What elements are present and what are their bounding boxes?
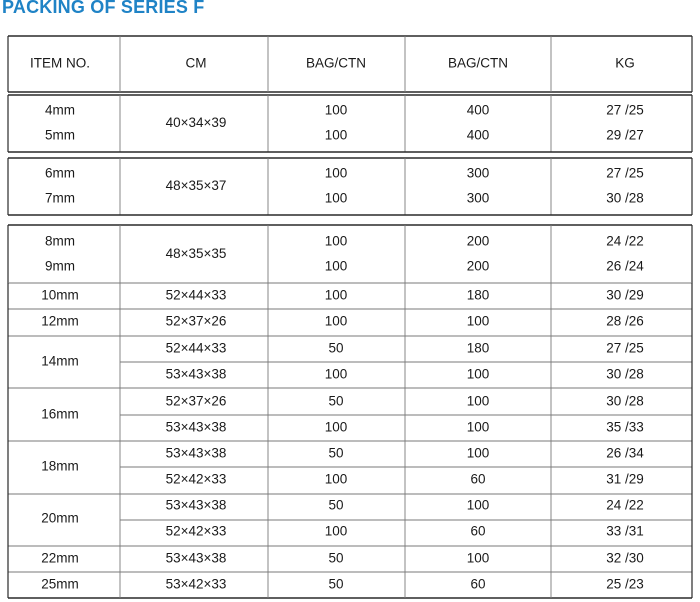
item-cell: 4mm xyxy=(45,102,75,118)
bag-ctn-cell: 100 xyxy=(466,497,490,513)
bag-ctn-cell: 100 xyxy=(324,313,348,329)
cm-cell: 52×42×33 xyxy=(165,471,227,487)
bag-ctn-cell: 50 xyxy=(328,550,344,566)
header-cell: BAG/CTN xyxy=(305,55,367,71)
bag-ctn-cell: 50 xyxy=(328,497,344,513)
bag-ctn-cell: 300 xyxy=(466,165,490,181)
kg-cell: 28 /26 xyxy=(606,313,644,329)
kg-cell: 30 /29 xyxy=(606,287,644,303)
item-cell: 20mm xyxy=(41,510,79,526)
bag-ctn-cell: 100 xyxy=(324,366,348,382)
kg-cell: 33 /31 xyxy=(606,523,644,539)
item-cell: 18mm xyxy=(41,458,79,474)
cm-cell: 53×43×38 xyxy=(165,366,227,382)
page-title: PACKING OF SERIES F xyxy=(2,0,205,17)
cm-cell: 52×37×26 xyxy=(165,313,227,329)
header-cell: ITEM NO. xyxy=(30,55,90,71)
cm-cell: 53×42×33 xyxy=(165,576,227,592)
bag-ctn-cell: 400 xyxy=(466,127,490,143)
cm-cell: 53×43×38 xyxy=(165,550,227,566)
bag-ctn-cell: 100 xyxy=(324,419,348,435)
header-cell: CM xyxy=(185,55,207,71)
item-cell: 14mm xyxy=(41,353,79,369)
bag-ctn-cell: 100 xyxy=(466,419,490,435)
bag-ctn-cell: 60 xyxy=(470,576,486,592)
cm-cell: 52×42×33 xyxy=(165,523,227,539)
bag-ctn-cell: 60 xyxy=(470,523,486,539)
kg-cell: 27 /25 xyxy=(606,102,644,118)
header-cell: BAG/CTN xyxy=(447,55,509,71)
kg-cell: 26 /34 xyxy=(606,445,644,461)
kg-cell: 27 /25 xyxy=(606,340,644,356)
bag-ctn-cell: 100 xyxy=(324,102,348,118)
kg-cell: 30 /28 xyxy=(606,393,644,409)
bag-ctn-cell: 200 xyxy=(466,233,490,249)
item-cell: 7mm xyxy=(45,190,75,206)
cm-cell: 53×43×38 xyxy=(165,419,227,435)
cm-cell: 53×43×38 xyxy=(165,445,227,461)
cm-cell: 52×44×33 xyxy=(165,340,227,356)
cm-cell: 48×35×35 xyxy=(165,246,227,262)
bag-ctn-cell: 50 xyxy=(328,393,344,409)
bag-ctn-cell: 50 xyxy=(328,340,344,356)
kg-cell: 30 /28 xyxy=(606,366,644,382)
bag-ctn-cell: 100 xyxy=(466,550,490,566)
bag-ctn-cell: 180 xyxy=(466,287,490,303)
bag-ctn-cell: 300 xyxy=(466,190,490,206)
bag-ctn-cell: 100 xyxy=(466,393,490,409)
item-cell: 5mm xyxy=(45,127,75,143)
header-cell: KG xyxy=(615,55,635,71)
kg-cell: 31 /29 xyxy=(606,471,644,487)
item-cell: 25mm xyxy=(41,576,79,592)
item-cell: 16mm xyxy=(41,406,79,422)
cm-cell: 52×37×26 xyxy=(165,393,227,409)
cm-cell: 48×35×37 xyxy=(165,178,227,194)
bag-ctn-cell: 100 xyxy=(324,127,348,143)
kg-cell: 27 /25 xyxy=(606,165,644,181)
item-cell: 6mm xyxy=(45,165,75,181)
item-cell: 10mm xyxy=(41,287,79,303)
bag-ctn-cell: 100 xyxy=(466,445,490,461)
bag-ctn-cell: 100 xyxy=(324,165,348,181)
bag-ctn-cell: 100 xyxy=(466,313,490,329)
item-cell: 12mm xyxy=(41,313,79,329)
item-cell: 8mm xyxy=(45,233,75,249)
bag-ctn-cell: 50 xyxy=(328,576,344,592)
kg-cell: 24 /22 xyxy=(606,233,644,249)
kg-cell: 25 /23 xyxy=(606,576,644,592)
bag-ctn-cell: 400 xyxy=(466,102,490,118)
cm-cell: 52×44×33 xyxy=(165,287,227,303)
kg-cell: 29 /27 xyxy=(606,127,644,143)
bag-ctn-cell: 100 xyxy=(324,233,348,249)
kg-cell: 32 /30 xyxy=(606,550,644,566)
bag-ctn-cell: 100 xyxy=(324,258,348,274)
bag-ctn-cell: 100 xyxy=(466,366,490,382)
bag-ctn-cell: 100 xyxy=(324,523,348,539)
cm-cell: 40×34×39 xyxy=(165,115,227,131)
item-cell: 9mm xyxy=(45,258,75,274)
bag-ctn-cell: 60 xyxy=(470,471,486,487)
kg-cell: 24 /22 xyxy=(606,497,644,513)
item-cell: 22mm xyxy=(41,550,79,566)
kg-cell: 35 /33 xyxy=(606,419,644,435)
bag-ctn-cell: 100 xyxy=(324,287,348,303)
bag-ctn-cell: 50 xyxy=(328,445,344,461)
bag-ctn-cell: 100 xyxy=(324,190,348,206)
bag-ctn-cell: 200 xyxy=(466,258,490,274)
bag-ctn-cell: 100 xyxy=(324,471,348,487)
bag-ctn-cell: 180 xyxy=(466,340,490,356)
kg-cell: 30 /28 xyxy=(606,190,644,206)
kg-cell: 26 /24 xyxy=(606,258,644,274)
cm-cell: 53×43×38 xyxy=(165,497,227,513)
